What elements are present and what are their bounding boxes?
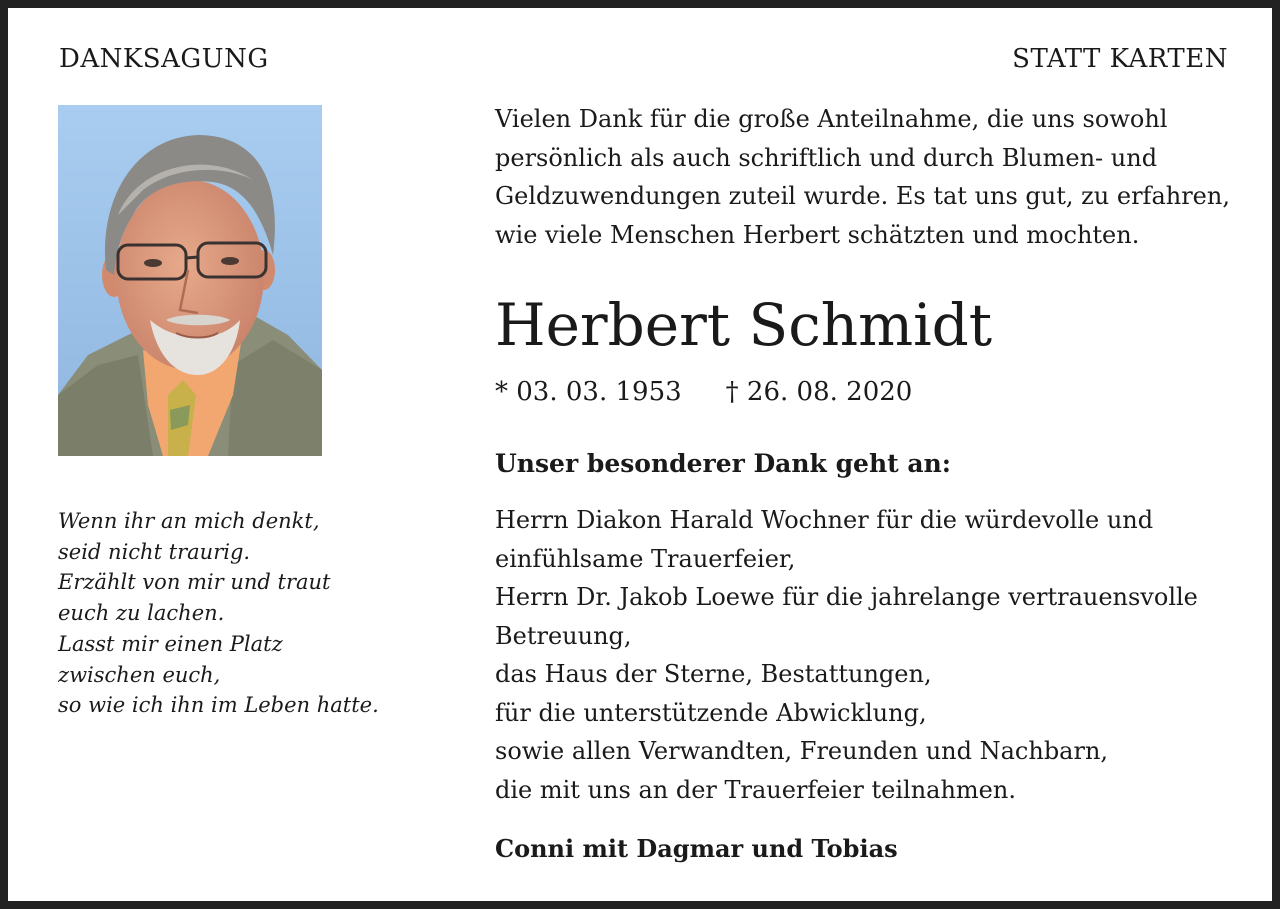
thanks-line: Betreuung, [495, 621, 632, 650]
obituary-card [8, 8, 1272, 901]
birth-date: * 03. 03. 1953 [495, 377, 682, 407]
thanks-line: Herrn Diakon Harald Wochner für die würdevolle und [495, 506, 1154, 534]
intro-text [495, 100, 1255, 254]
poem-line: Erzählt von mir und traut [58, 570, 331, 595]
poem [58, 506, 418, 721]
poem-line: euch zu lachen. [58, 601, 225, 626]
intro-line: Vielen Dank für die große Anteilnahme, die uns sowohl [495, 105, 1168, 133]
thanks-line: die mit uns an der Trauerfeier teilnahmen. [495, 775, 1016, 804]
intro-line: wie viele Menschen Herbert schätzten und mochten. [495, 220, 1140, 249]
thanks-line: einfühlsame Trauerfeier, [495, 544, 796, 573]
thanks-line: sowie allen Verwandten, Freunden und Nachbarn, [495, 737, 1109, 765]
poem-line: seid nicht traurig. [58, 539, 251, 564]
thanks-line: das Haus der Sterne, Bestattungen, [495, 660, 932, 688]
intro-line: persönlich als auch schriftlich und durch Blumen- und [495, 143, 1158, 172]
thanks-heading: Unser besonderer Dank geht an: [495, 449, 951, 478]
signature: Conni mit Dagmar und Tobias [495, 834, 898, 863]
poem-line: Lasst mir einen Platz [58, 631, 283, 656]
deceased-name: Herbert Schmidt [495, 291, 993, 359]
portrait-photo [58, 105, 322, 456]
death-date: † 26. 08. 2020 [725, 377, 913, 407]
poem-line: zwischen euch, [58, 662, 221, 687]
header-statt-karten: STATT KARTEN [1012, 44, 1228, 74]
life-dates [495, 372, 912, 412]
intro-line: Geldzuwendungen zuteil wurde. Es tat uns gut, zu erfahren, [495, 182, 1230, 211]
thanks-list [495, 501, 1255, 809]
poem-line: Wenn ihr an mich denkt, [58, 509, 320, 533]
thanks-line: für die unterstützende Abwicklung, [495, 698, 927, 727]
poem-line: so wie ich ihn im Leben hatte. [58, 693, 379, 718]
thanks-line: Herrn Dr. Jakob Loewe für die jahrelange vertrauensvolle [495, 583, 1198, 611]
header-danksagung: DANKSAGUNG [59, 44, 269, 74]
